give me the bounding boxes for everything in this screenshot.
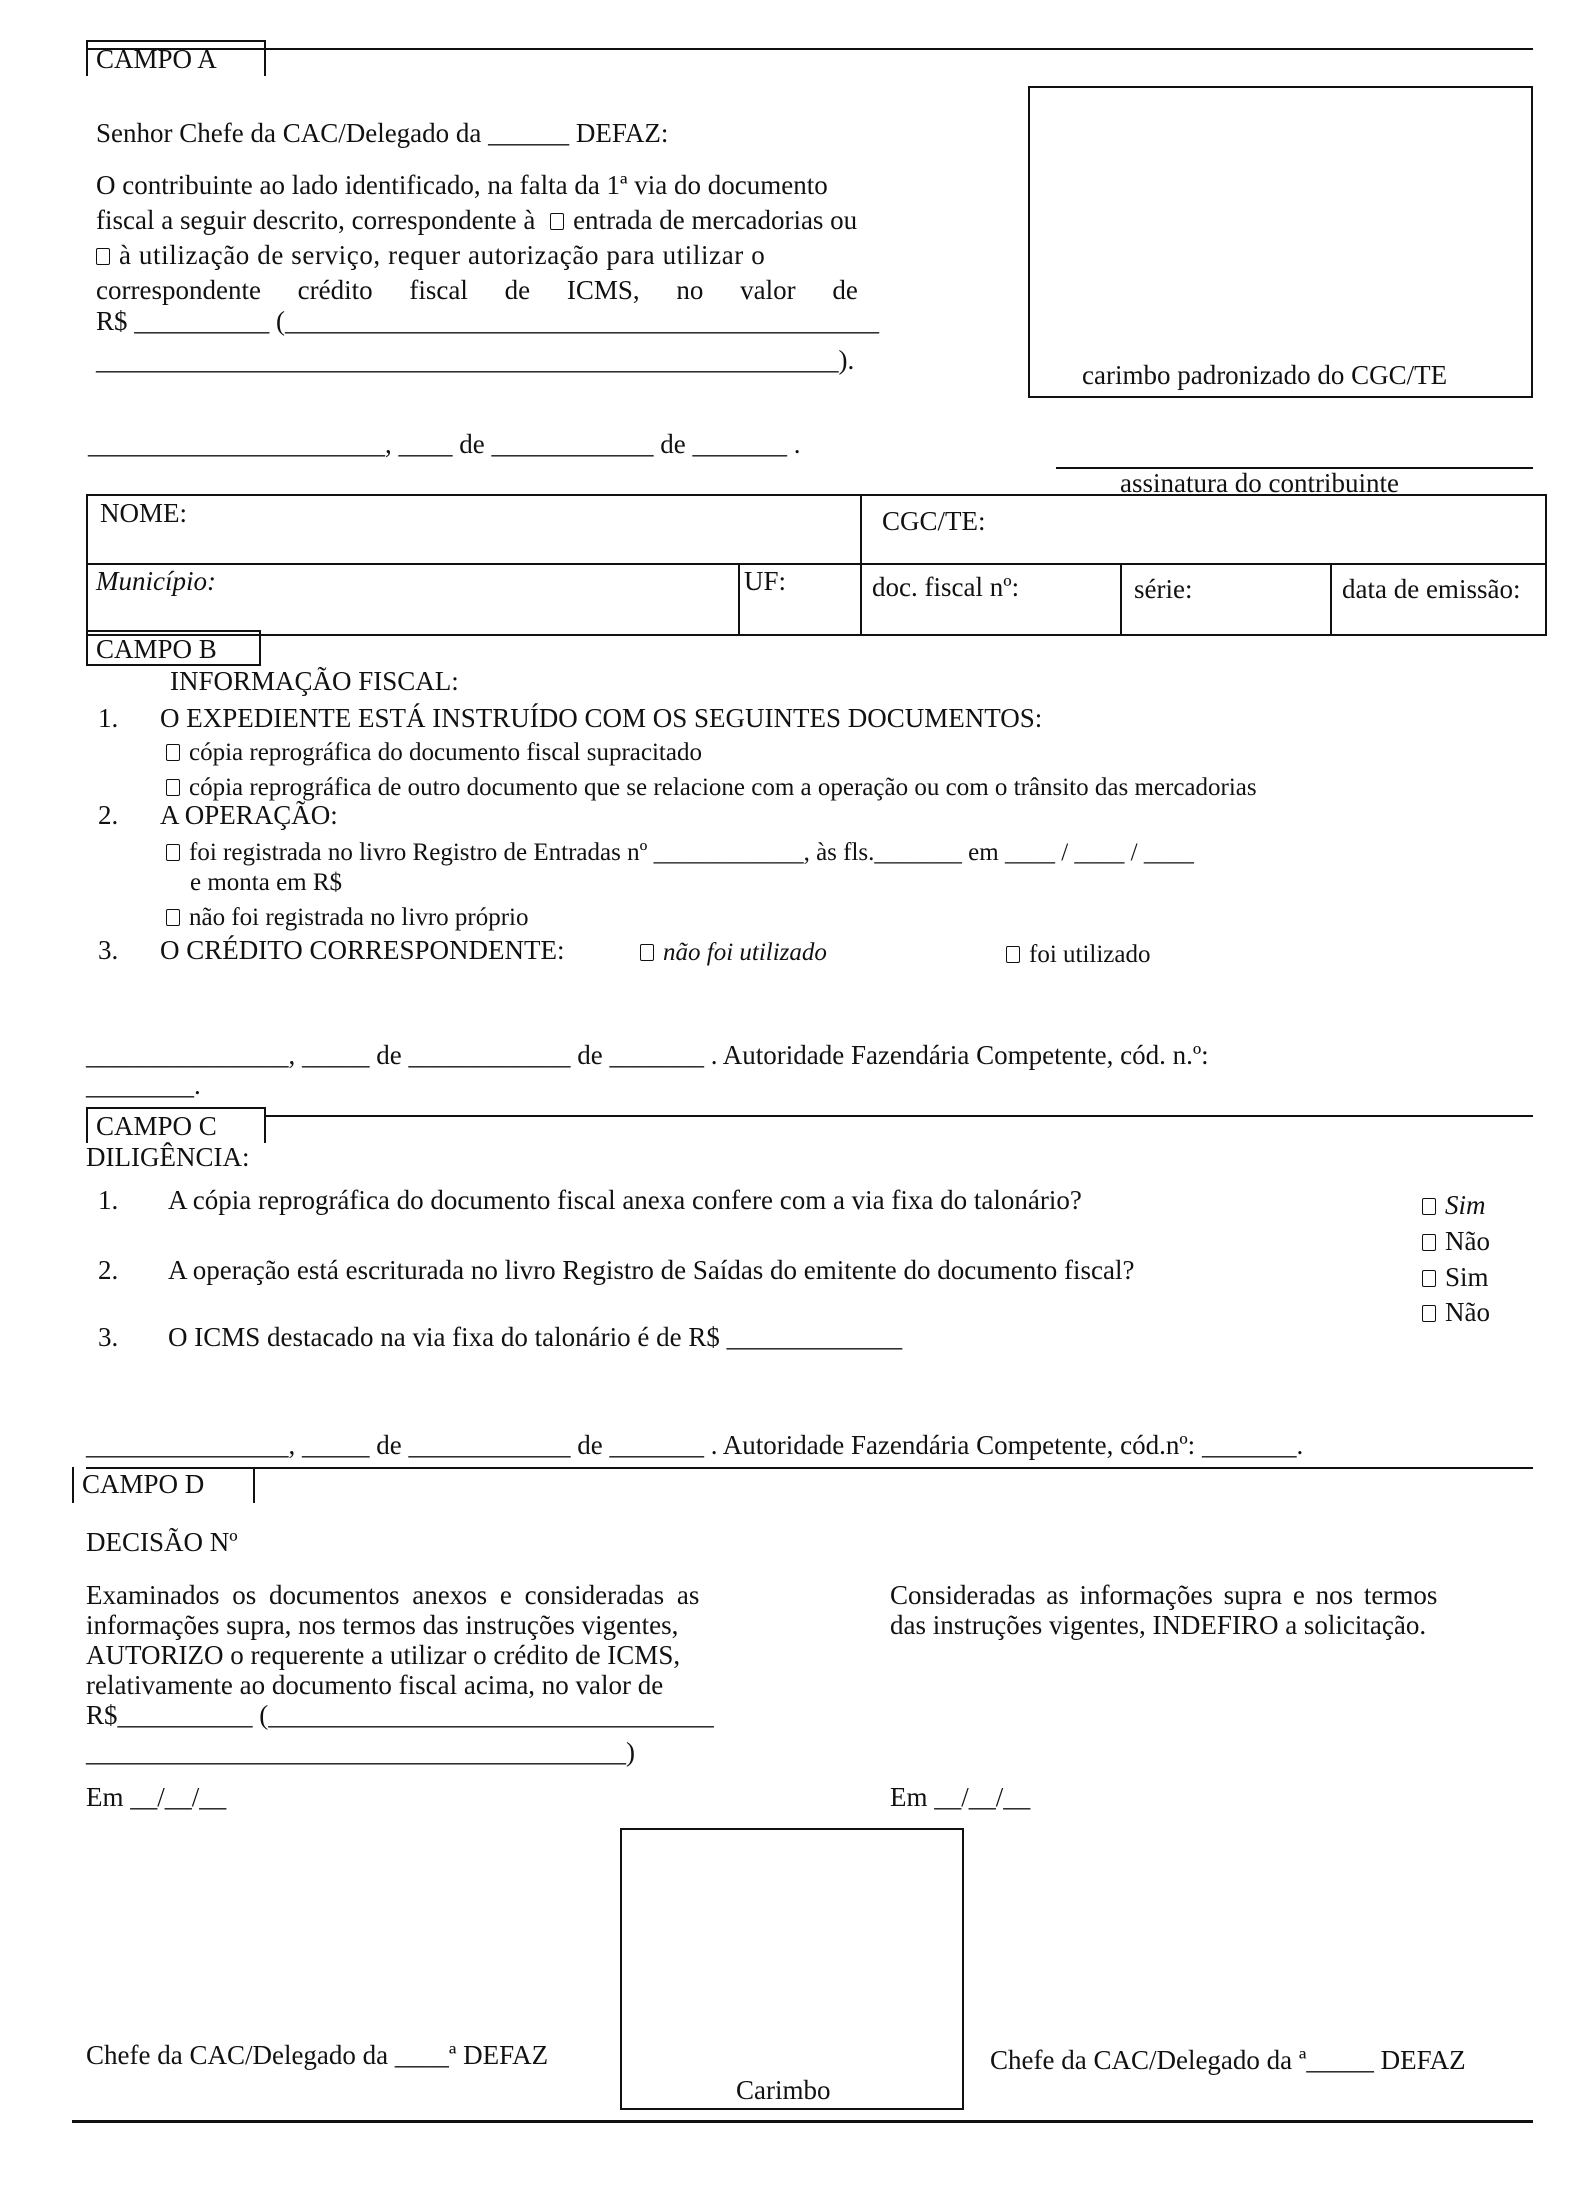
item3-text: O CRÉDITO CORRESPONDENTE:: [160, 935, 565, 965]
campo-a-body-line-1: O contribuinte ao lado identificado, na falta da 1ª via do documento: [96, 170, 828, 200]
item3-option-2: [1006, 940, 1151, 970]
question-1-number: 1.: [98, 1185, 119, 1215]
q1-no-option: [1422, 1226, 1490, 1256]
id-table-col-cgc: [860, 494, 862, 636]
campo-b-date-line: _______________, _____ de ____________ de _______ . Autoridade Fazendária Competente, cód. n.º:: [86, 1040, 1209, 1070]
item2-option-2-checkbox[interactable]: [166, 909, 180, 926]
q2-no-option: [1422, 1297, 1490, 1327]
item1-option-1-label: cópia reprográfica do documento fiscal supracitado: [189, 739, 702, 766]
signature-label: assinatura do contribuinte: [1120, 468, 1399, 498]
item3-option-2-label: foi utilizado: [1029, 941, 1151, 968]
signature-right: Chefe da CAC/Delegado da ª_____ DEFAZ: [990, 2045, 1466, 2075]
item1-option-2-checkbox[interactable]: [166, 779, 180, 796]
question-3-text: O ICMS destacado na via fixa do talonário é de R$ _____________: [168, 1322, 903, 1352]
id-table-col-serie: [1120, 563, 1122, 636]
decision-stamp-box: [620, 1828, 964, 2110]
id-table: [86, 494, 1547, 636]
campo-a-rule: [86, 48, 1533, 50]
id-table-col-uf: [738, 563, 740, 636]
campo-b-tag: CAMPO B: [86, 630, 261, 666]
cgc-stamp-label: carimbo padronizado do CGC/TE: [1082, 360, 1448, 390]
item1-option-1: [166, 738, 702, 768]
item1-option-1-checkbox[interactable]: [166, 744, 180, 761]
item1-number: 1.: [98, 703, 119, 733]
entrada-label: entrada de mercadorias ou: [573, 205, 858, 235]
authorize-line-2: informações supra, nos termos das instruções vigentes,: [86, 1610, 679, 1640]
uf-label: UF:: [744, 566, 787, 596]
q1-no-checkbox[interactable]: [1422, 1234, 1436, 1251]
item1-option-2: [166, 773, 1257, 803]
question-1-text: A cópia reprográfica do documento fiscal anexa confere com a via fixa do talonário?: [168, 1185, 1082, 1215]
nome-label: NOME:: [100, 498, 187, 528]
item2-option-2-label: não foi registrada no livro próprio: [189, 904, 529, 931]
q2-yes-option: [1422, 1262, 1489, 1292]
authorize-line-4: relativamente ao documento fiscal acima, no valor de: [86, 1670, 664, 1700]
q1-yes-option: [1422, 1190, 1486, 1220]
campo-b-date-tail: ________.: [86, 1070, 201, 1100]
deny-line-2: das instruções vigentes, INDEFIRO a solicitação.: [890, 1610, 1427, 1640]
campo-a-body-text: fiscal a seguir descrito, correspondente à: [96, 205, 536, 235]
id-table-col-data: [1330, 563, 1332, 636]
q2-no-label: Não: [1445, 1297, 1490, 1327]
authorize-line-1: Examinados os documentos anexos e consideradas as: [86, 1580, 700, 1610]
decision-stamp-label: Carimbo: [736, 2075, 831, 2105]
campo-c-heading: DILIGÊNCIA:: [86, 1142, 250, 1172]
campo-a-body-line-6: _______________________________________________________).: [96, 345, 855, 375]
item3-option-2-checkbox[interactable]: [1006, 946, 1020, 963]
item2-option-2: [166, 903, 529, 933]
campo-c-tag: CAMPO C: [86, 1107, 266, 1143]
q1-yes-label: Sim: [1445, 1190, 1486, 1220]
municipio-label: Município:: [96, 566, 216, 596]
campo-a-greeting: Senhor Chefe da CAC/Delegado da ______ DEFAZ:: [96, 118, 669, 148]
campo-c-date-line: _______________, _____ de ____________ de _______ . Autoridade Fazendária Competente, cód.nº: _______.: [86, 1430, 1304, 1460]
item2-option-1-label: foi registrada no livro Registro de Entradas nº ____________, às fls._______ em ____ / ____ / ____: [189, 839, 1194, 866]
authorize-line-3: AUTORIZO o requerente a utilizar o crédito de ICMS,: [86, 1640, 681, 1670]
campo-a-body-line-2: [96, 205, 857, 235]
item3-number: 3.: [98, 935, 119, 965]
campo-a-date-line: ______________________, ____ de ____________ de _______ .: [88, 429, 801, 459]
em-date-left: Em __/__/__: [86, 1782, 227, 1812]
item1-text: O EXPEDIENTE ESTÁ INSTRUÍDO COM OS SEGUINTES DOCUMENTOS:: [160, 703, 1043, 733]
deny-line-1: Consideradas as informações supra e nos termos: [890, 1580, 1438, 1610]
q1-yes-checkbox[interactable]: [1422, 1198, 1436, 1215]
item2-text: A OPERAÇÃO:: [160, 800, 338, 830]
servico-label: à utilização de serviço, requer autorização para utilizar o: [119, 240, 766, 270]
item1-option-2-label: cópia reprográfica de outro documento que se relacione com a operação ou com o trânsito das mercadorias: [189, 774, 1257, 801]
doc-fiscal-label: doc. fiscal nº:: [872, 572, 1020, 602]
signature-left: Chefe da CAC/Delegado da ____ª DEFAZ: [86, 2040, 549, 2070]
servico-checkbox[interactable]: [96, 248, 110, 265]
em-date-right: Em __/__/__: [890, 1782, 1031, 1812]
q1-no-label: Não: [1445, 1226, 1490, 1256]
authorize-line-5: R$__________ (_________________________________: [86, 1700, 714, 1730]
campo-d-rule: [86, 1467, 1533, 1469]
question-3-number: 3.: [98, 1322, 119, 1352]
item2-option-1-cont: e monta em R$: [190, 869, 343, 896]
q2-yes-checkbox[interactable]: [1422, 1270, 1436, 1287]
campo-a-body-line-4: correspondente crédito fiscal de ICMS, no valor de: [96, 275, 858, 305]
q2-no-checkbox[interactable]: [1422, 1305, 1436, 1322]
campo-a-body-line-3: [96, 240, 765, 270]
campo-a-body-line-5: R$ __________ (____________________________________________: [96, 306, 879, 336]
campo-a-tag: CAMPO A: [86, 40, 266, 76]
item3-option-1-label: não foi utilizado: [663, 939, 827, 966]
question-2-text: A operação está escriturada no livro Registro de Saídas do emitente do documento fiscal?: [168, 1255, 1135, 1285]
campo-b-heading: INFORMAÇÃO FISCAL:: [170, 666, 459, 696]
id-table-row-divider: [86, 563, 1547, 565]
item2-option-1-checkbox[interactable]: [166, 844, 180, 861]
campo-d-tag: CAMPO D: [72, 1467, 255, 1503]
bottom-rule: [72, 2120, 1533, 2123]
cgc-label: CGC/TE:: [882, 506, 986, 536]
cgc-stamp-box: [1028, 86, 1533, 398]
decision-number-label: DECISÃO Nº: [86, 1527, 238, 1557]
item3-option-1: [640, 938, 827, 968]
campo-c-rule: [266, 1115, 1533, 1117]
item2-option-1: [166, 838, 1194, 868]
authorize-line-6: ________________________________________): [86, 1737, 635, 1767]
serie-label: série:: [1134, 574, 1193, 604]
item3-option-1-checkbox[interactable]: [640, 944, 654, 961]
entrada-checkbox[interactable]: [550, 213, 564, 230]
data-emissao-label: data de emissão:: [1342, 574, 1521, 604]
q2-yes-label: Sim: [1445, 1262, 1489, 1292]
item2-number: 2.: [98, 800, 119, 830]
question-2-number: 2.: [98, 1255, 119, 1285]
